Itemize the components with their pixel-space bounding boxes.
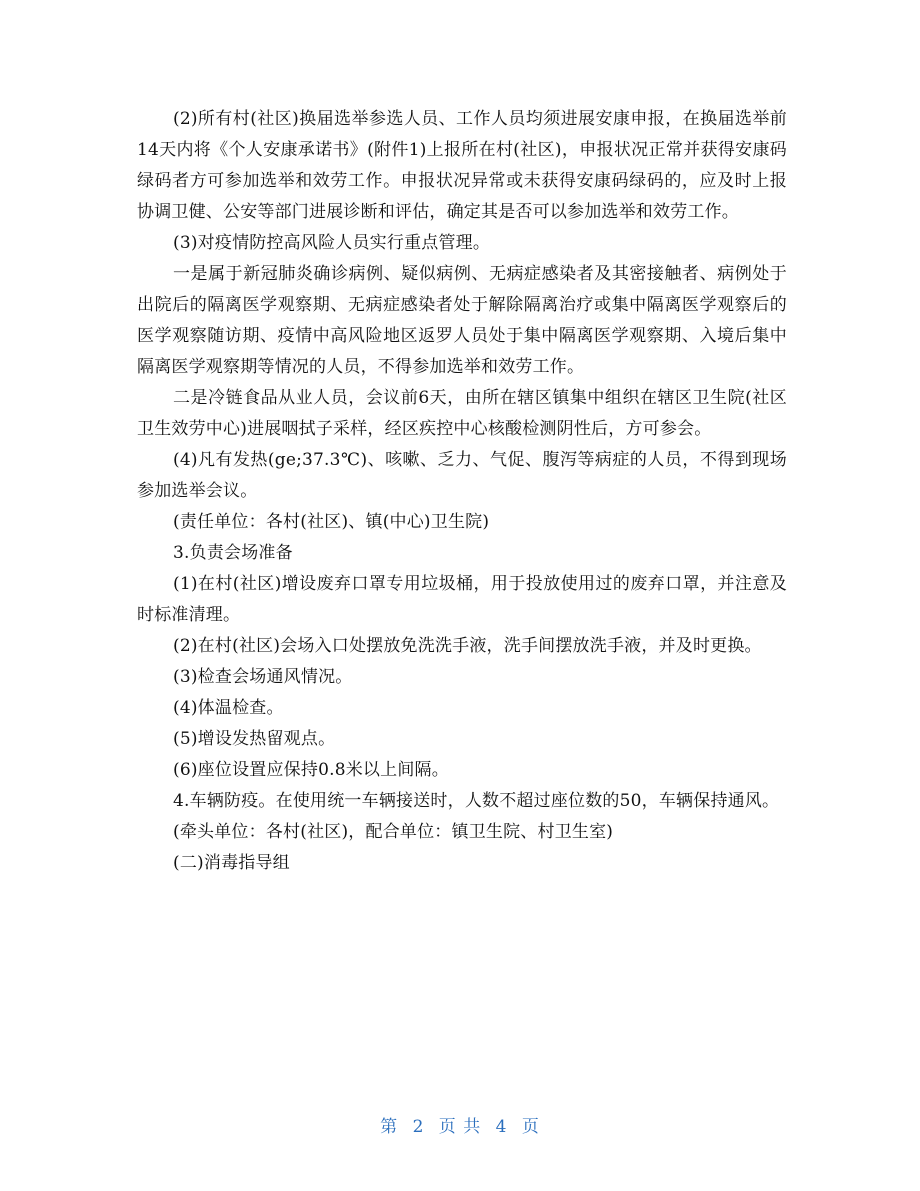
- paragraph: (4)凡有发热(ge;37.3℃)、咳嗽、乏力、气促、腹泻等病症的人员，不得到现场参加选举会议。: [137, 450, 787, 501]
- paragraph: (3)对疫情防控高风险人员实行重点管理。: [173, 233, 491, 253]
- footer-total-pages: 4: [495, 1117, 508, 1137]
- page-footer: [0, 1112, 920, 1137]
- paragraph: (牵头单位：各村(社区)，配合单位：镇卫生院、村卫生室): [173, 822, 614, 842]
- paragraph: 一是属于新冠肺炎确诊病例、疑似病例、无病症感染者及其密接触者、病例处于出院后的隔离医学观察期、无病症感染者处于解除隔离治疗或集中隔离医学观察后的医学观察随访期、疫情中高风险地区返罗人员处于集中隔离医学观察期、入境后集中隔离医学观察期等情况的人员，不得参加选举和效劳工作。: [137, 264, 787, 377]
- paragraph: 4.车辆防疫。在使用统一车辆接送时，人数不超过座位数的50，车辆保持通风。: [173, 791, 780, 811]
- footer-middle: 页 共: [438, 1117, 482, 1137]
- paragraph: (2)在村(社区)会场入口处摆放免洗洗手液，洗手间摆放洗手液，并及时更换。: [173, 636, 762, 656]
- footer-prefix: 第: [380, 1117, 399, 1137]
- footer-suffix: 页: [521, 1117, 540, 1137]
- paragraph: (4)体温检查。: [173, 698, 284, 718]
- section-heading: 3.负责会场准备: [173, 543, 293, 563]
- paragraph: (6)座位设置应保持0.8米以上间隔。: [173, 760, 449, 780]
- paragraph: (1)在村(社区)增设废弃口罩专用垃圾桶，用于投放使用过的废弃口罩，并注意及时标准清理。: [137, 574, 787, 625]
- paragraph: (责任单位：各村(社区)、镇(中心)卫生院): [173, 512, 490, 532]
- section-heading: (二)消毒指导组: [173, 853, 290, 873]
- paragraph: 二是冷链食品从业人员，会议前6天，由所在辖区镇集中组织在辖区卫生院(社区卫生效劳中心)进展咽拭子采样，经区疾控中心核酸检测阴性后，方可参会。: [137, 388, 787, 439]
- footer-current-page: 2: [412, 1117, 425, 1137]
- document-body: [137, 104, 787, 879]
- paragraph: (5)增设发热留观点。: [173, 729, 336, 749]
- paragraph: (2)所有村(社区)换届选举参选人员、工作人员均须进展安康申报，在换届选举前14天内将《个人安康承诺书》(附件1)上报所在村(社区)，申报状况正常并获得安康码绿码者方可参加选举和效劳工作。申报状况异常或未获得安康码绿码的，应及时上报协调卫健、公安等部门进展诊断和评估，确定其是否可以参加选举和效劳工作。: [137, 109, 787, 222]
- paragraph: (3)检查会场通风情况。: [173, 667, 353, 687]
